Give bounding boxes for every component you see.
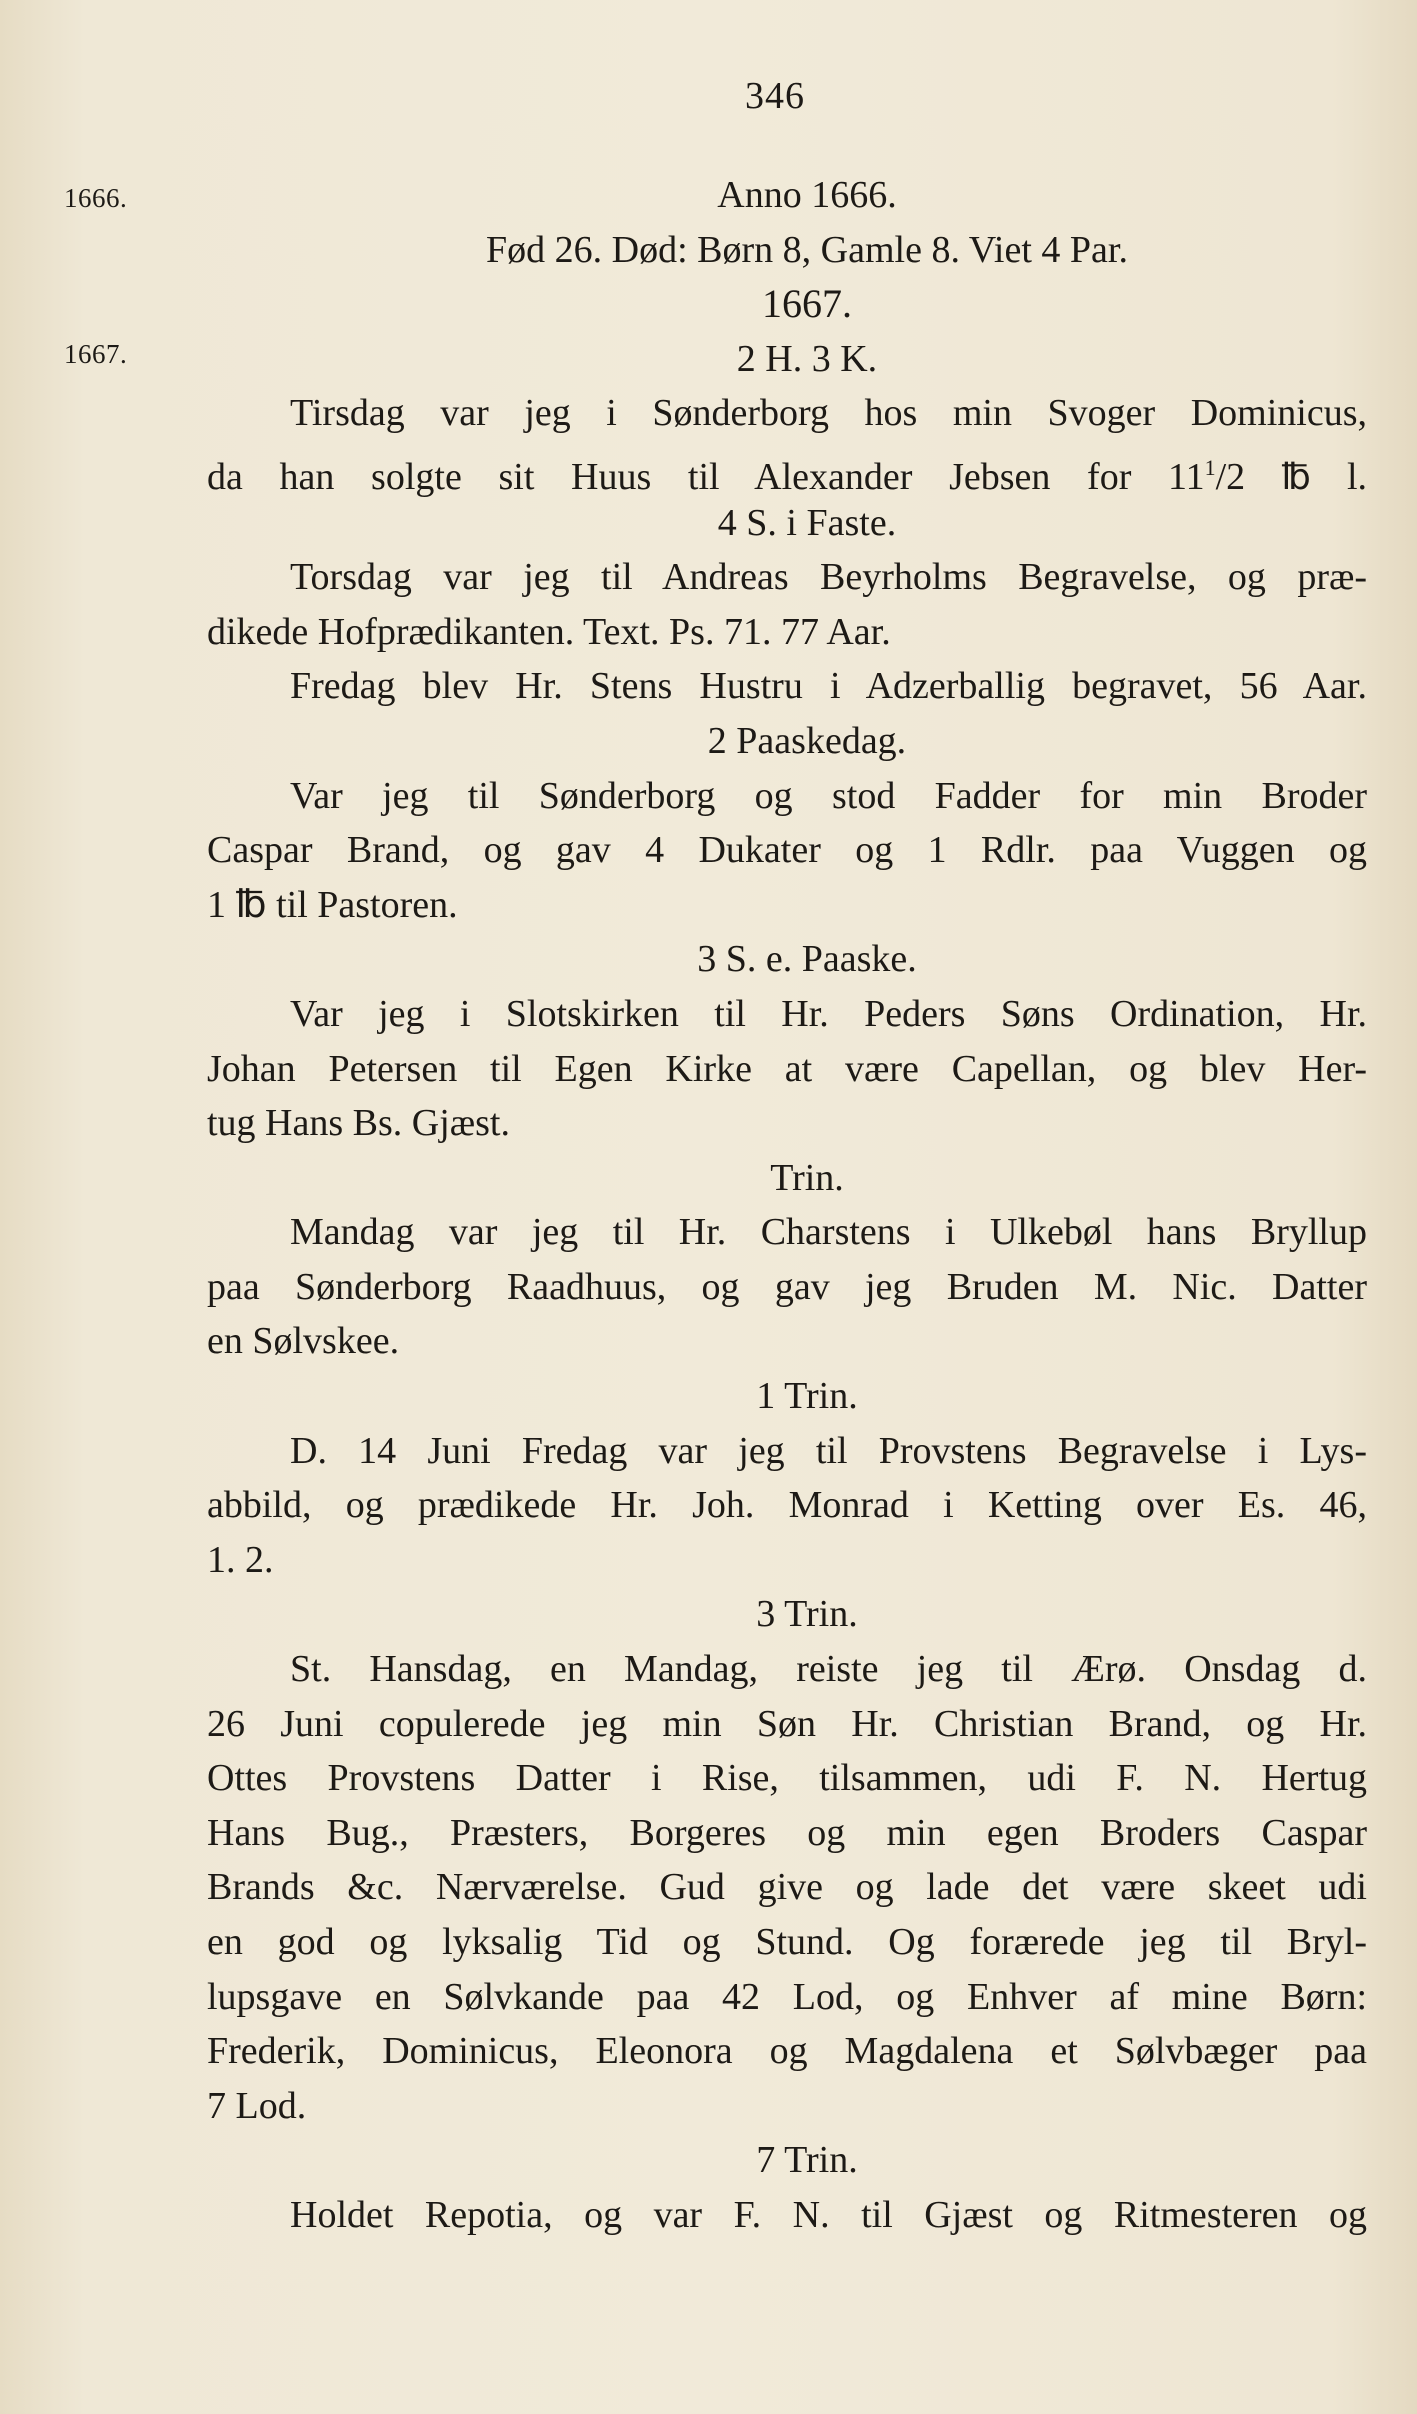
text-line: Var jeg i Slotskirken til Hr. Peders Søns Ordination, Hr. <box>290 992 1367 1035</box>
text-line: Johan Petersen til Egen Kirke at være Capellan, og blev Her- <box>207 1047 1367 1090</box>
text-line: Brands &c. Nærværelse. Gud give og lade det være skeet udi <box>207 1866 1367 1909</box>
text-line: en god og lyksalig Tid og Stund. Og forærede jeg til Bryl- <box>207 1921 1367 1963</box>
text-line: Hans Bug., Præsters, Borgeres og min egen Broders Caspar <box>207 1811 1367 1854</box>
text-line: dikede Hofprædikanten. Text. Ps. 71. 77 Aar. <box>207 610 891 653</box>
text-line: Fredag blev Hr. Stens Hustru i Adzerballig begravet, 56 Aar. <box>290 665 1367 708</box>
text-line: Frederik, Dominicus, Eleonora og Magdalena et Sølvbæger paa <box>207 2030 1367 2073</box>
text-fragment: l. <box>1346 455 1367 498</box>
fraction-denominator: 2 <box>1226 455 1246 498</box>
heading-4s-faste: 4 S. i Faste. <box>717 501 897 544</box>
heading-2-paaskedag: 2 Paaskedag. <box>707 719 907 762</box>
heading-3s-paaske: 3 S. e. Paaske. <box>697 938 917 981</box>
text-line: Var jeg til Sønderborg og stod Fadder for min Broder <box>290 774 1367 817</box>
fraction-slash: / <box>1215 455 1227 498</box>
heading-3-trin: 3 Trin. <box>756 1593 858 1636</box>
pound-symbol: ℔ <box>1245 456 1347 497</box>
heading-trin: Trin. <box>770 1156 844 1199</box>
text-line: Ottes Provstens Datter i Rise, tilsammen, udi F. N. Hertug <box>207 1757 1367 1800</box>
heading-year-1667: 1667. <box>762 281 852 327</box>
text-line: St. Hansdag, en Mandag, reiste jeg til Ærø. Onsdag d. <box>290 1648 1367 1691</box>
heading-statistics-1666: Fød 26. Død: Børn 8, Gamle 8. Viet 4 Par. <box>486 228 1128 271</box>
text-line: Tirsdag var jeg i Sønderborg hos min Svoger Dominicus, <box>290 392 1367 435</box>
margin-year-1666: 1666. <box>64 183 128 213</box>
text-body <box>207 168 1367 2243</box>
text-line: 1. 2. <box>207 1538 274 1581</box>
heading-1-trin: 1 Trin. <box>756 1375 858 1418</box>
text-line: abbild, og prædikede Hr. Joh. Monrad i Ketting over Es. 46, <box>207 1484 1367 1527</box>
margin-year-1667: 1667. <box>64 339 128 369</box>
heading-7-trin: 7 Trin. <box>756 2139 858 2182</box>
text-fragment: da han solgte sit Huus til Alexander Jebsen for 11 <box>207 455 1205 498</box>
heading-anno-1666: Anno 1666. <box>717 174 897 216</box>
text-line: 26 Juni copulerede jeg min Søn Hr. Christian Brand, og Hr. <box>207 1702 1367 1745</box>
text-line: Mandag var jeg til Hr. Charstens i Ulkebøl hans Bryllup <box>290 1211 1367 1254</box>
text-line: lupsgave en Sølvkande paa 42 Lod, og Enhver af mine Børn: <box>207 1975 1367 2018</box>
text-line: Torsdag var jeg til Andreas Beyrholms Begravelse, og præ- <box>290 556 1367 599</box>
text-line: paa Sønderborg Raadhuus, og gav jeg Bruden M. Nic. Datter <box>207 1265 1367 1308</box>
text-line: D. 14 Juni Fredag var jeg til Provstens Begravelse i Lys- <box>290 1429 1367 1472</box>
text-line: Caspar Brand, og gav 4 Dukater og 1 Rdlr. paa Vuggen og <box>207 829 1367 872</box>
page-number: 346 <box>745 75 805 117</box>
text-line: 1 ℔ til Pastoren. <box>207 883 458 926</box>
text-line: tug Hans Bs. Gjæst. <box>207 1102 510 1145</box>
text-line-fraction <box>207 441 1367 496</box>
text-line: en Sølvskee. <box>207 1320 400 1363</box>
heading-2h-3k: 2 H. 3 K. <box>736 337 878 380</box>
text-line: Holdet Repotia, og var F. N. til Gjæst og Ritmesteren og <box>290 2193 1367 2236</box>
text-line: 7 Lod. <box>207 2084 307 2127</box>
fraction-numerator: 1 <box>1204 454 1216 480</box>
